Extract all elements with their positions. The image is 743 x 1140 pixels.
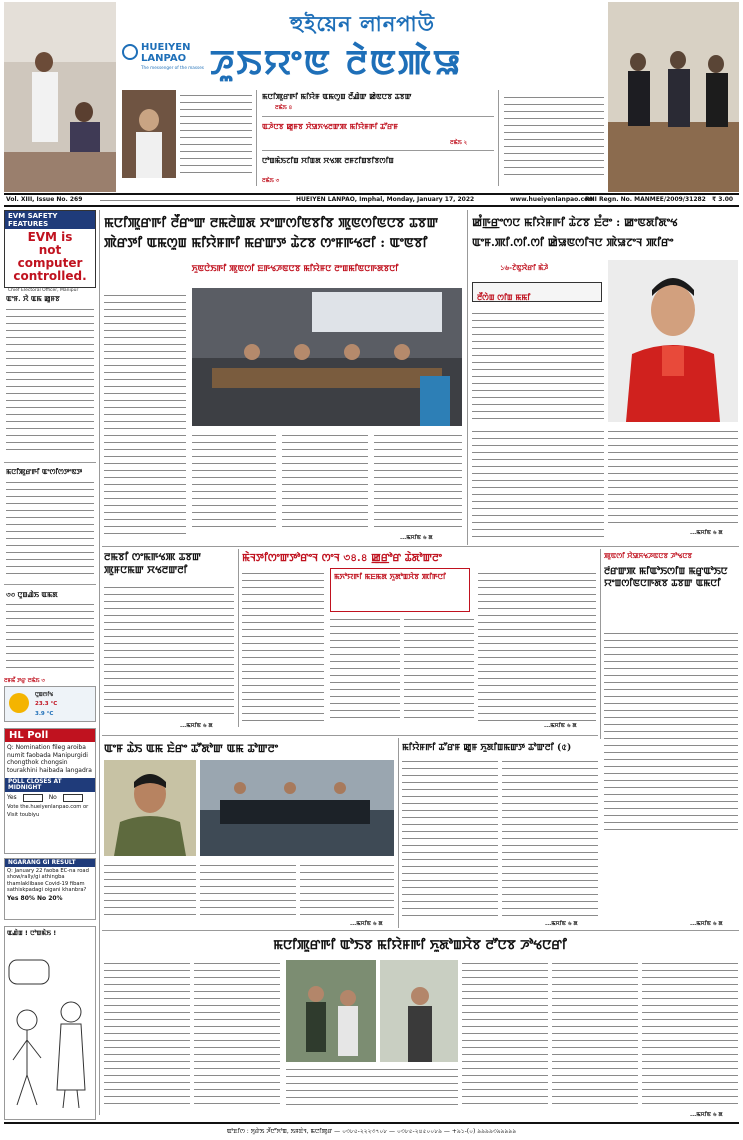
poll-yes-label: Yes xyxy=(7,794,17,802)
evm-ad-line1: EVM is xyxy=(27,230,73,244)
masthead-photo-right xyxy=(608,2,739,192)
poll-result-header: NGARANG GI RESULT xyxy=(5,859,95,867)
poll-result-question: Q: January 22 faoba EC-na road show/rally/gi athingba thamlaklibase Covid-19 fibam sathiskpadagi oigani khanbra? xyxy=(7,868,89,894)
bottom-photo-2 xyxy=(380,960,458,1062)
weather-label: ꯂꯝꯃꯩ ꯇꯔꯨ ꯂꯃꯥꯏ ৩ xyxy=(4,678,45,684)
poll-yes-box[interactable] xyxy=(23,794,43,802)
lead-story-col4 xyxy=(374,432,462,532)
issue-regn: RNI Regn. No. MANMEE/2009/31282 xyxy=(585,196,706,203)
sidebar-story3-text xyxy=(6,601,94,669)
teaser-1-headline: ꯃꯅꯤꯄꯨꯔꯒꯤ ꯃꯤꯌꯥꯝ ꯑꯃꯁꯨꯡ ꯂꯩꯉꯥꯛ ꯀꯥꯟꯅꯕ ꯊꯕꯛ xyxy=(262,92,412,101)
mid-center-col2 xyxy=(330,616,400,722)
teaser-left-text xyxy=(180,92,252,174)
weather-box xyxy=(4,686,96,722)
poll-title: HL Poll xyxy=(5,729,95,742)
right-story-col3 xyxy=(608,428,738,526)
sidebar-story2-headline: ꯃꯅꯤꯄꯨꯔꯒꯤ ꯑꯦꯁꯤꯁꯇꯦꯟꯇ xyxy=(6,467,83,476)
bottom-col3 xyxy=(286,1066,458,1110)
mid-right-kicker: ꯄꯨꯟꯁꯤ ꯆꯥꯎꯈꯠꯍꯟꯅꯕ ꯍꯣꯠꯅꯕ xyxy=(604,551,693,560)
masthead xyxy=(0,0,743,192)
row3-center-continue: ...ꯃꯆꯤꯟ ৬ ꯗ xyxy=(545,921,578,927)
teaser-3-headline: ꯅꯣꯡꯃꯥꯏꯖꯤꯡ ꯆꯤꯡꯗ ꯆꯠꯄ ꯂꯝꯖꯤꯡꯕꯤꯕꯁꯤꯡ xyxy=(262,156,394,165)
bottom-headline: ꯃꯅꯤꯄꯨꯔꯒꯤ ꯑꯣꯏꯕ ꯃꯤꯌꯥꯝꯒꯤ ꯈꯨꯗꯣꯡꯆꯥꯕ ꯂꯧꯅꯕ ꯍꯣꯠꯅꯔꯤ xyxy=(273,938,567,953)
right-story-date: ১৬-ꯖꯥꯟꯨꯋꯥꯔꯤ ꯃꯥꯍꯥ xyxy=(500,263,549,272)
row3-center-headline: ꯃꯤꯌꯥꯝꯒꯤ ꯊꯧꯔꯝ ꯀꯨꯝ ꯈꯨꯗꯤꯡꯃꯛꯇ ꯊꯣꯛꯂꯤ (৫) xyxy=(402,743,572,753)
right-story-col1 xyxy=(472,310,604,422)
mid-right-continue: ...ꯃꯆꯤꯟ ৬ ꯗ xyxy=(690,921,723,927)
bottom-col1 xyxy=(104,960,190,1110)
masthead-photo-left xyxy=(4,2,116,192)
mid-center-col4 xyxy=(478,570,596,722)
teaser-3-page: ꯂꯃꯥꯏ ৩ xyxy=(262,178,280,184)
cartoon-drawing xyxy=(5,940,95,1115)
row3-soldier-photo xyxy=(104,760,196,856)
issue-website: www.hueiyenlanpao.com xyxy=(510,196,595,203)
mid-center-col3 xyxy=(404,616,474,722)
row3-left-col1 xyxy=(104,862,196,918)
row3-left-col2 xyxy=(200,862,296,918)
lead-story-photo xyxy=(192,288,462,426)
lead-story-subhead: ꯄꯥꯔꯇꯤ ꯑꯃꯁꯨꯡ ꯃꯤꯌꯥꯝꯒꯤ ꯃꯔꯛꯇ ꯊꯥꯖꯕ ꯁꯦꯝꯒꯠꯂꯤ : ꯑꯦꯟꯕꯤ xyxy=(104,236,428,251)
bottom-col4 xyxy=(462,960,548,1110)
issue-date: HUEIYEN LANPAO, Imphal, Monday, January 17, 2022 xyxy=(296,196,475,203)
right-story-subhead: ꯑꯦꯝ.ꯄꯤ.ꯁꯤ.ꯁꯤ ꯀꯥꯎꯟꯁꯤꯜꯅ ꯄꯥꯎꯖꯦꯜ ꯄꯤꯔꯦ xyxy=(472,236,674,249)
lead-story-quote: ꯈꯨꯟꯅꯥꯏꯒꯤ ꯄꯨꯟꯁꯤ ꯐꯒꯠꯍꯟꯅꯕ ꯃꯤꯌꯥꯝꯅ ꯂꯦꯡꯃꯤꯟꯅꯒꯗꯕꯅꯤ xyxy=(191,264,399,274)
mid-center-headline: ꯃꯥꯜꯇꯤꯁꯦꯛꯇꯣꯔꯦꯜ ꯁꯦꯜ ৩৪.৪ ꯀ꯭ꯔꯣꯔ ꯊꯥꯗꯣꯛꯂꯦ xyxy=(242,552,442,564)
hl-poll xyxy=(4,728,96,854)
weather-icon xyxy=(9,693,29,713)
cartoon-title: ꯑꯉꯥꯡ ! ꯅꯣꯡꯃꯥꯏ ! xyxy=(7,929,57,937)
right-story-col2 xyxy=(472,428,604,538)
sidebar-story1-headline: ꯑꯦꯝ. ꯆꯥ ꯑꯃ ꯀꯨꯝꯕ xyxy=(6,294,60,303)
footer-line: ꯑꯣꯐꯤꯁ : ꯈꯨꯔꯥꯏ ꯍꯩꯅꯧꯈꯣꯡ, ꯏꯝꯐꯥꯜ, ꯃꯅꯤꯄꯨꯔ — ০৩৮৫-২২২৩৭০৮ — ০৩৮৫-২৪৫০০৮৯ — +৯১-(০) ৯৯৯৯৩৯৯৯৯৯ xyxy=(226,1128,517,1135)
poll-no-label: No xyxy=(48,794,57,802)
masthead-top-title: হুইয়েন লানপাউ xyxy=(290,11,435,36)
row3-center-col1 xyxy=(402,758,498,920)
mid-left-text xyxy=(104,584,234,720)
cartoon xyxy=(4,926,96,1120)
logo-tagline: The messenger of the masses xyxy=(141,65,204,70)
row3-left-col3 xyxy=(300,862,394,918)
poll-no-box[interactable] xyxy=(63,794,83,802)
lead-story-col1 xyxy=(104,292,186,540)
poll-vote-instructions: Vote the.hueiyenlanpao.com or Visit toubiyu xyxy=(7,804,89,818)
right-story-tag xyxy=(472,282,602,302)
sidebar-story1-text xyxy=(6,306,94,456)
lead-story-col2 xyxy=(192,432,276,532)
teaser-1-page: ꯂꯃꯥꯏ ৪ xyxy=(275,105,293,111)
weather-min: 3.9 °C xyxy=(35,711,54,717)
bottom-col5 xyxy=(552,960,638,1110)
mid-left-headline: ꯂꯃꯕꯤ ꯁꯦꯃꯒꯠꯄ ꯊꯕꯛ ꯄꯨꯝꯅꯃꯛ ꯆꯠꯂꯛꯂꯤ xyxy=(104,552,202,576)
mid-center-callout xyxy=(330,568,470,612)
evm-ad-line2: not computer xyxy=(17,243,83,270)
issue-volume: Vol. XIII, Issue No. 269 xyxy=(6,196,83,203)
row3-left-headline: ꯑꯦꯝ ꯊꯥꯏ ꯑꯃ ꯐꯥꯔꯦ ꯊꯧꯗꯣꯛ ꯑꯃ ꯊꯣꯛꯂꯦ xyxy=(104,742,279,755)
poll-result-values: Yes 80% No 20% xyxy=(7,894,63,902)
right-story-headline: ꯀꯪꯒ꯭ꯔꯦꯁꯅ ꯃꯤꯌꯥꯝꯒꯤ ꯊꯥꯖꯕ ꯐꯪꯂꯦ : ꯀꯦꯟꯗꯤꯗꯦꯠ xyxy=(472,216,678,229)
teaser-2-page: ꯂꯃꯥꯏ ২ xyxy=(450,140,468,146)
mid-center-continue: ...ꯃꯆꯤꯟ ৬ ꯗ xyxy=(544,723,577,729)
row3-left-continue: ...ꯃꯆꯤꯟ ৬ ꯗ xyxy=(350,921,383,927)
masthead-main-title: ꯍꯨꯏꯌꯦꯟ ꯂꯥꯟꯄꯥꯎ xyxy=(210,43,463,83)
evm-ad-line3: controlled. xyxy=(13,269,87,283)
logo-emblem xyxy=(122,44,138,60)
weather-title: ꯅꯨꯡꯁꯤꯠ xyxy=(35,692,54,698)
teaser-2-headline: ꯑꯍꯥꯅꯕ ꯀꯨꯝꯕ ꯆꯥꯎꯈꯠꯂꯛꯄ ꯃꯤꯌꯥꯝꯒꯤ ꯊꯧꯔꯝ xyxy=(262,122,399,131)
sidebar-story3-headline: ৩৩ ꯅꯨꯡꯉꯥꯏ ꯑꯃꯗ xyxy=(6,590,58,599)
right-story-tag-text: ꯂꯩꯁꯥꯡ ꯁꯤꯡ ꯃꯃꯤ xyxy=(477,292,531,302)
lead-story-col3 xyxy=(282,432,368,532)
bottom-continue: ...ꯃꯆꯤꯟ ৬ ꯗ xyxy=(690,1112,723,1118)
row3-seizure-photo xyxy=(200,760,394,856)
logo-name-line2: LANPAO xyxy=(141,53,187,64)
right-story-portrait xyxy=(608,260,738,422)
evm-ad-footer: Chief Electoral Officer, Manipur xyxy=(8,288,79,293)
logo-name-line1: HUEIYEN xyxy=(141,42,191,53)
mid-right-headline: ꯂꯩꯔꯛꯄ ꯃꯤꯑꯣꯏꯁꯤꯡ ꯃꯔꯨꯑꯣꯏꯅ ꯌꯦꯡꯁꯤꯟꯅꯒꯗꯕ ꯊꯕꯛ ꯑꯃꯅꯤ xyxy=(604,566,728,589)
poll-result xyxy=(4,858,96,920)
evm-ad-header: EVM SAFETY FEATURES xyxy=(5,211,95,229)
lead-story-continue: ...ꯃꯆꯤꯟ ৬ ꯗ xyxy=(400,535,433,541)
bottom-col6 xyxy=(642,960,738,1110)
row3-center-col2 xyxy=(502,758,598,920)
sidebar-story2-text xyxy=(6,479,94,579)
bottom-col2 xyxy=(194,960,280,1110)
mid-center-col1 xyxy=(242,570,324,722)
sidebar xyxy=(4,210,96,1120)
lead-story-headline: ꯃꯅꯤꯄꯨꯔꯒꯤ ꯂꯩꯔꯦꯛ ꯂꯃꯂꯥꯡꯗ ꯆꯦꯛꯁꯤꯟꯕꯤꯕ ꯄꯨꯟꯁꯤꯟꯅꯕ ꯊꯕꯛ xyxy=(104,216,439,231)
mid-right-text xyxy=(604,630,738,830)
issue-price: ₹ 3.00 xyxy=(712,196,734,203)
mid-left-continue: ...ꯃꯆꯤꯟ ৬ ꯗ xyxy=(180,723,213,729)
mid-center-subhead: ꯃꯈꯣꯌꯒꯤ ꯃꯐꯃꯗ ꯈꯨꯗꯣꯡꯆꯥꯕ ꯄꯤꯒꯅꯤ xyxy=(334,572,446,581)
poll-question: Q: Nomination fileg aroiba numit faobada Manipurgidi chongthok chongsin tourakhini haibada langadra xyxy=(7,744,92,774)
poll-closes: POLL CLOSES AT MIDNIGHT xyxy=(5,778,95,792)
teaser-right-text xyxy=(504,94,604,180)
bottom-photo-1 xyxy=(286,960,376,1062)
evm-ad xyxy=(4,210,96,293)
teaser-photo-left xyxy=(122,90,176,178)
weather-max: 23.3 °C xyxy=(35,701,58,707)
right-story-continue: ...ꯃꯆꯤꯟ ৬ ꯗ xyxy=(690,530,723,536)
